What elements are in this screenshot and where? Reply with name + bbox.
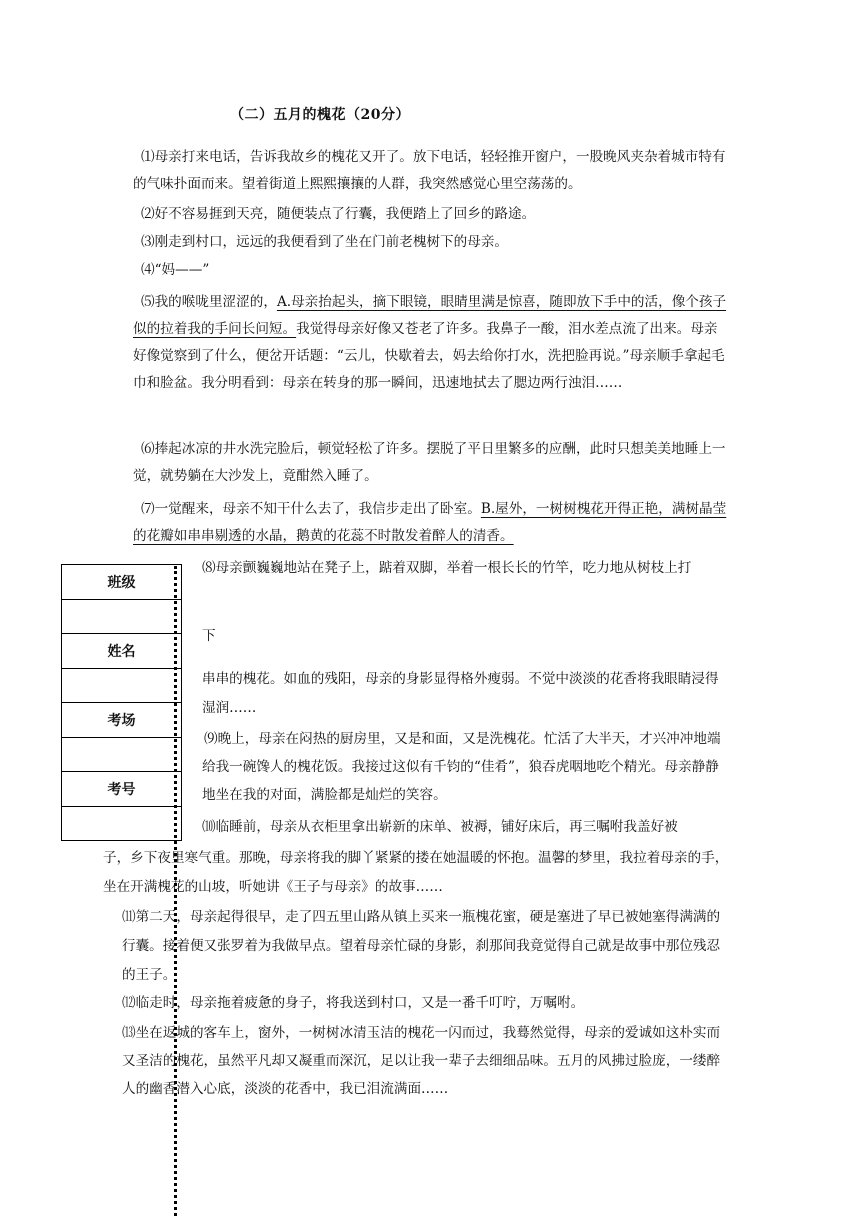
exam-number-entry-cell[interactable] — [62, 807, 181, 842]
exam-number-label: 考号 — [62, 772, 181, 807]
paragraph-7-lead: ⑺一觉醒来，母亲不知干什么去了，我信步走出了卧室。 — [141, 501, 481, 517]
paragraph-9: ⑼晚上，母亲在闷热的厨房里，又是和面，又是洗槐花。忙活了大半天，才兴冲冲地端给我一碗馋人的槐花饭。我接过这似有千钧的“佳肴”，狼吞虎咽地吃个精光。母亲静静地坐在我的对面，满脸都是灿烂的笑容。 — [202, 731, 721, 803]
class-entry-cell[interactable] — [62, 600, 181, 635]
student-info-box — [61, 564, 182, 841]
paragraph-4: ⑷“妈——” — [141, 262, 210, 278]
underlined-sentence-a: A.母亲抬起头，摘下眼镜，眼睛里满是惊喜，随即放下手中的活，像个孩子似的拉着我的手问长问短。 — [133, 294, 727, 337]
paragraph-12: ⑿临走时，母亲拖着疲惫的身子，将我送到村口，又是一番千叮咛，万嘱咐。 — [122, 995, 585, 1011]
paragraph-7 — [133, 496, 731, 550]
class-label: 班级 — [62, 565, 181, 600]
paragraph-3: ⑶刚走到村口，远远的我便看到了坐在门前老槐树下的母亲。 — [141, 234, 509, 250]
exam-room-label: 考场 — [62, 703, 181, 738]
paragraph-8-part-2: 下 — [202, 628, 216, 644]
binding-dotted-line — [174, 566, 177, 1216]
paragraph-5-rest: 我觉得母亲好像又苍老了许多。我鼻子一酸，泪水差点流了出来。母亲好像觉察到了什么，便岔开话题：“云儿，快歇着去，妈去给你打水，洗把脸再说。”母亲顺手拿起毛巾和脸盆。我分明看到：母亲在转身的那一瞬间，迅速地拭去了腮边两行浊泪…… — [133, 321, 725, 391]
exam-room-entry-cell[interactable] — [62, 738, 181, 773]
name-label: 姓名 — [62, 634, 181, 669]
underlined-sentence-b: B.屋外，一树树槐花开得正艳，满树晶莹的花瓣如串串剔透的水晶，鹅黄的花蕊不时散发着醉人的清香。 — [133, 501, 727, 544]
paragraph-10-part-2: 子，乡下夜里寒气重。那晚，母亲将我的脚丫紧紧的搂在她温暖的怀抱。温馨的梦里，我拉着母亲的手，坐在开满槐花的山坡，听她讲《王子与母亲》的故事…… — [103, 850, 729, 895]
paragraph-11: ⑾第二天，母亲起得很早，走了四五里山路从镇上买来一瓶槐花蜜，硬是塞进了早已被她塞得满满的行囊。接着便又张罗着为我做早点。望着母亲忙碌的身影，刹那间我竟觉得自己就是故事中那位残忍的王子。 — [122, 909, 721, 983]
paragraph-5 — [133, 289, 731, 397]
paragraph-8-part-3: 串串的槐花。如血的残阳，母亲的身影显得格外瘦弱。不觉中淡淡的花香将我眼睛浸得湿润…… — [202, 671, 719, 716]
name-entry-cell[interactable] — [62, 669, 181, 704]
paragraph-8-part-1: ⑻母亲颤巍巍地站在凳子上，踮着双脚，举着一根长长的竹竿，吃力地从树枝上打 — [202, 560, 692, 576]
paragraph-6: ⑹捧起冰凉的井水洗完脸后，顿觉轻松了许多。摆脱了平日里繁多的应酬，此时只想美美地睡上一觉，就势躺在大沙发上，竟酣然入睡了。 — [133, 441, 726, 484]
section-title: （二）五月的槐花（20分） — [230, 107, 410, 123]
paragraph-5-lead: ⑸我的喉咙里涩涩的， — [141, 294, 277, 310]
paragraph-10-part-1: ⑽临睡前，母亲从衣柜里拿出崭新的床单、被褥，铺好床后，再三嘱咐我盖好被 — [202, 819, 678, 835]
paragraph-13: ⒀坐在返城的客车上，窗外，一树树冰清玉洁的槐花一闪而过，我蓦然觉得，母亲的爱诚如这朴实而又圣洁的槐花，虽然平凡却又凝重而深沉，足以让我一辈子去细细品味。五月的风拂过脸庞，一缕醉人的幽香潜入心底，淡淡的花香中，我已泪流满面…… — [122, 1025, 721, 1097]
paragraph-2: ⑵好不容易捱到天亮，随便装点了行囊，我便踏上了回乡的路途。 — [141, 206, 536, 222]
paragraph-1: ⑴母亲打来电话，告诉我故乡的槐花又开了。放下电话，轻轻推开窗户，一股晚风夹杂着城市特有的气味扑面而来。望着街道上熙熙攘攘的人群，我突然感觉心里空荡荡的。 — [133, 149, 726, 192]
